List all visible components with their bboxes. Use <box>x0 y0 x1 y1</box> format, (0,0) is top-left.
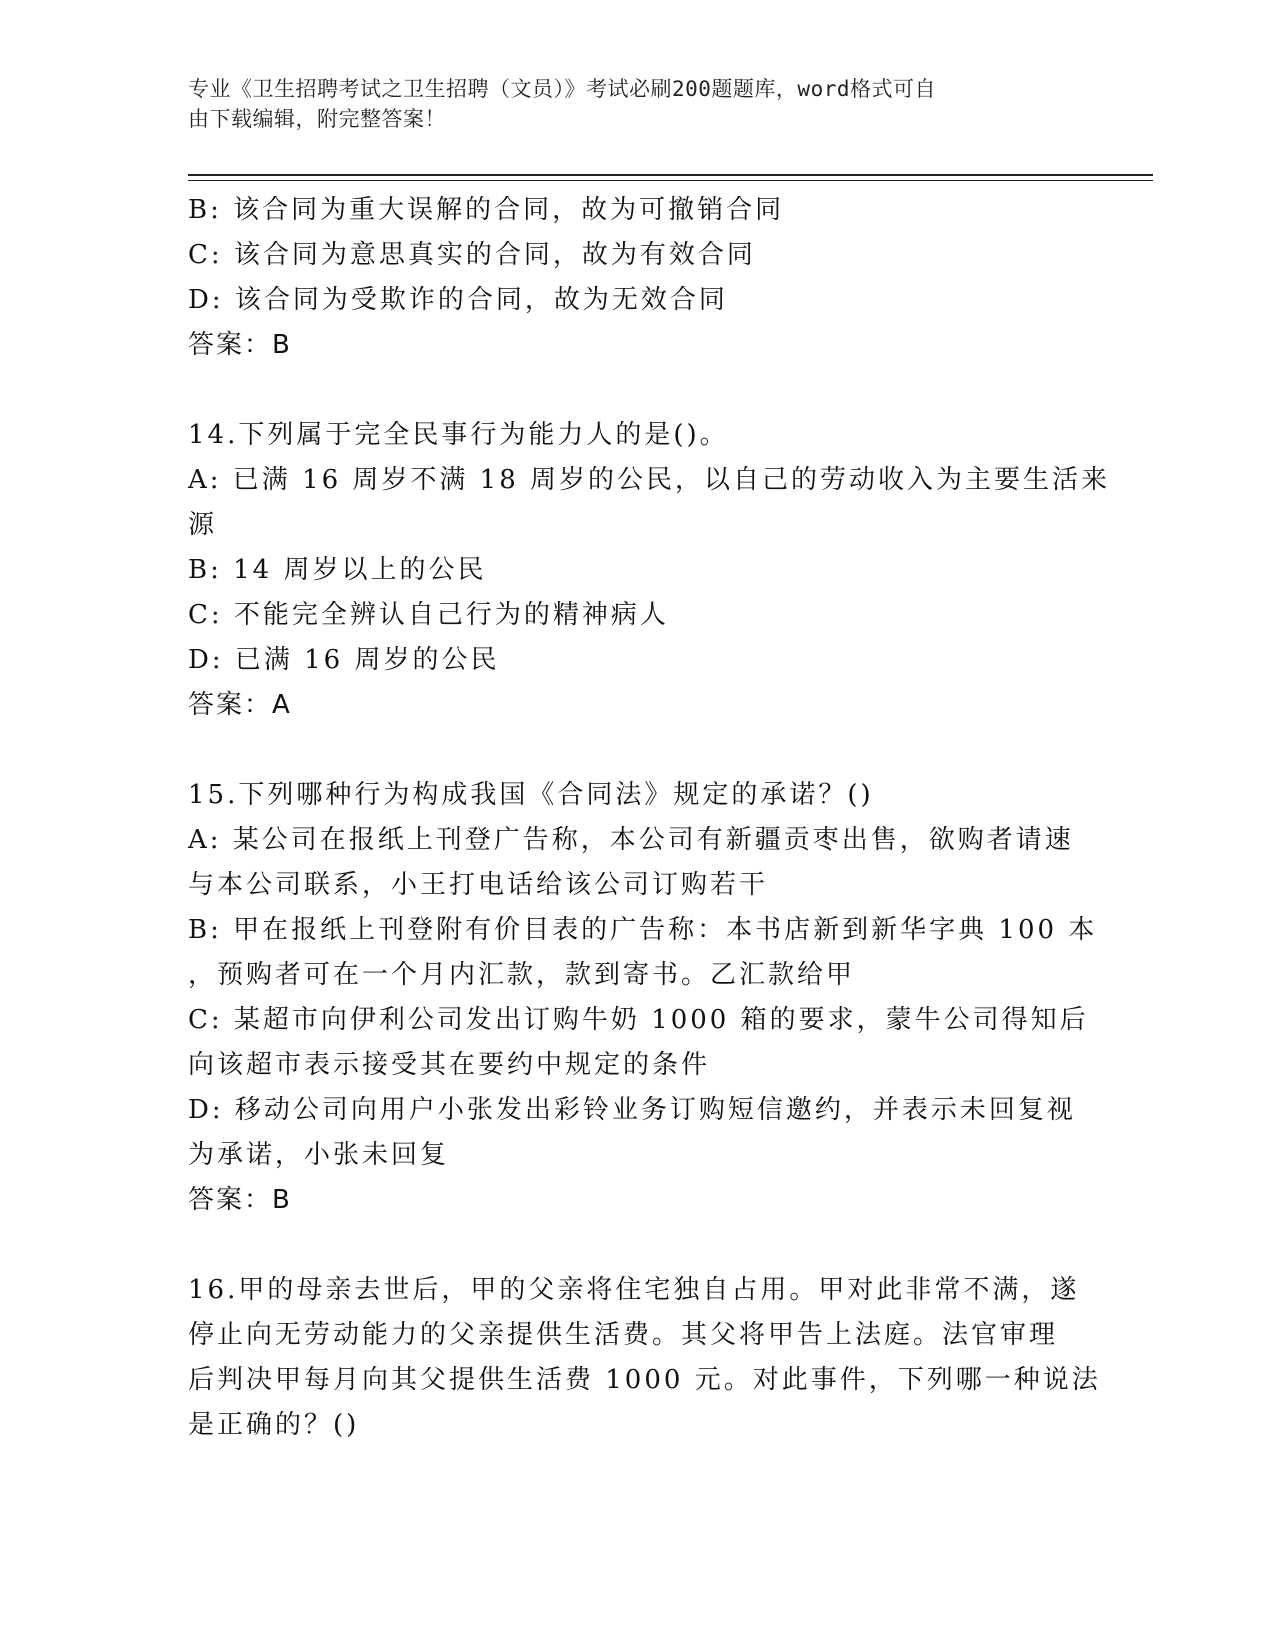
q14-option-a-line-2: 源 <box>188 510 218 540</box>
q16-stem-line-2: 停止向无劳动能力的父亲提供生活费。其父将甲告上法庭。法官审理 <box>188 1320 1059 1350</box>
q14-answer: 答案：A <box>188 690 292 720</box>
header-line-2: 由下载编辑，附完整答案！ <box>188 107 446 131</box>
q15-option-a-line-2: 与本公司联系，小王打电话给该公司订购若干 <box>188 870 769 900</box>
q15-answer: 答案：B <box>188 1185 292 1215</box>
q15-option-c-line-1: C: 某超市向伊利公司发出订购牛奶 1000 箱的要求，蒙牛公司得知后 <box>188 1005 1089 1035</box>
q15-option-d-line-2: 为承诺，小张未回复 <box>188 1140 450 1170</box>
q14-option-c: C: 不能完全辨认自己行为的精神病人 <box>188 600 669 630</box>
question-13-block <box>188 188 1068 368</box>
spacer <box>188 1223 1068 1268</box>
question-15-block <box>188 773 1098 1223</box>
header-divider-thin <box>188 180 1153 181</box>
header-line-1: 专业《卫生招聘考试之卫生招聘（文员）》考试必刷200题题库，word格式可自 <box>188 77 936 101</box>
q13-option-b: B: 该合同为重大误解的合同，故为可撤销合同 <box>188 195 785 225</box>
q16-stem-line-1: 16.甲的母亲去世后，甲的父亲将住宅独自占用。甲对此非常不满，遂 <box>188 1275 1080 1305</box>
q14-option-b: B: 14 周岁以上的公民 <box>188 555 487 585</box>
q16-stem-line-3: 后判决甲每月向其父提供生活费 1000 元。对此事件，下列哪一种说法 <box>188 1365 1101 1395</box>
spacer <box>188 728 1068 773</box>
q15-option-b-line-2: ，预购者可在一个月内汇款，款到寄书。乙汇款给甲 <box>188 960 856 990</box>
page-header <box>188 74 1068 134</box>
q13-option-d: D: 该合同为受欺诈的合同，故为无效合同 <box>188 285 728 315</box>
q13-option-c: C: 该合同为意思真实的合同，故为有效合同 <box>188 240 756 270</box>
header-divider-thick <box>188 174 1153 176</box>
question-16-block <box>188 1268 1101 1448</box>
q15-option-d-line-1: D: 移动公司向用户小张发出彩铃业务订购短信邀约，并表示未回复视 <box>188 1095 1076 1125</box>
q15-option-a-line-1: A: 某公司在报纸上刊登广告称，本公司有新疆贡枣出售，欲购者请速 <box>188 825 1074 855</box>
q15-option-c-line-2: 向该超市表示接受其在要约中规定的条件 <box>188 1050 711 1080</box>
q16-stem-line-4: 是正确的？() <box>188 1410 360 1440</box>
q13-answer: 答案：B <box>188 330 292 360</box>
question-content <box>188 188 1111 1448</box>
q15-stem: 15.下列哪种行为构成我国《合同法》规定的承诺？() <box>188 780 874 810</box>
q14-option-d: D: 已满 16 周岁的公民 <box>188 645 500 675</box>
question-14-block <box>188 413 1111 728</box>
q14-stem: 14.下列属于完全民事行为能力人的是()。 <box>188 420 729 450</box>
spacer <box>188 368 1068 413</box>
q14-option-a-line-1: A: 已满 16 周岁不满 18 周岁的公民，以自己的劳动收入为主要生活来 <box>188 465 1111 495</box>
q15-option-b-line-1: B: 甲在报纸上刊登附有价目表的广告称：本书店新到新华字典 100 本 <box>188 915 1098 945</box>
